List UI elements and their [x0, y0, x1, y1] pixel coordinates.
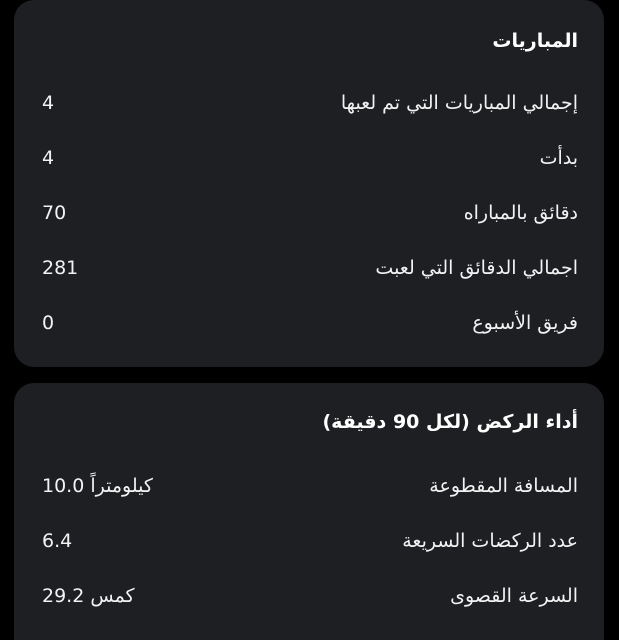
matches-stats-card [14, 0, 604, 367]
stat-label: فريق الأسبوع [472, 312, 578, 334]
stat-value: كمس 29.2 [42, 585, 135, 607]
stat-value: 6.4 [42, 530, 73, 552]
stat-label: إجمالي المباريات التي تم لعبها [340, 92, 578, 114]
running-performance-card [14, 383, 604, 640]
stat-value: 4 [42, 92, 55, 114]
stat-value: 281 [42, 257, 79, 279]
stat-row-top-speed [14, 581, 604, 611]
stat-row-sprints [14, 526, 604, 556]
stat-row-total-minutes [14, 253, 604, 283]
stat-label: عدد الركضات السريعة [402, 530, 578, 552]
stat-value: 4 [42, 147, 55, 169]
stat-label: بدأت [539, 147, 578, 169]
running-card-title: أداء الركض (لكل 90 دقيقة) [322, 411, 578, 433]
matches-card-title: المباريات [492, 30, 578, 52]
stat-value: 70 [42, 202, 67, 224]
stat-label: المسافة المقطوعة [429, 475, 578, 497]
stat-row-distance [14, 471, 604, 501]
stat-label: اجمالي الدقائق التي لعبت [375, 257, 578, 279]
stat-row-team-of-week [14, 308, 604, 338]
stat-row-minutes-per-match [14, 198, 604, 228]
stat-value: 0 [42, 312, 55, 334]
stat-label: السرعة القصوى [450, 585, 578, 607]
stat-row-started [14, 143, 604, 173]
stat-value: كيلومتراً 10.0 [42, 475, 153, 497]
stat-row-total-matches [14, 88, 604, 118]
stat-label: دقائق بالمباراه [463, 202, 578, 224]
